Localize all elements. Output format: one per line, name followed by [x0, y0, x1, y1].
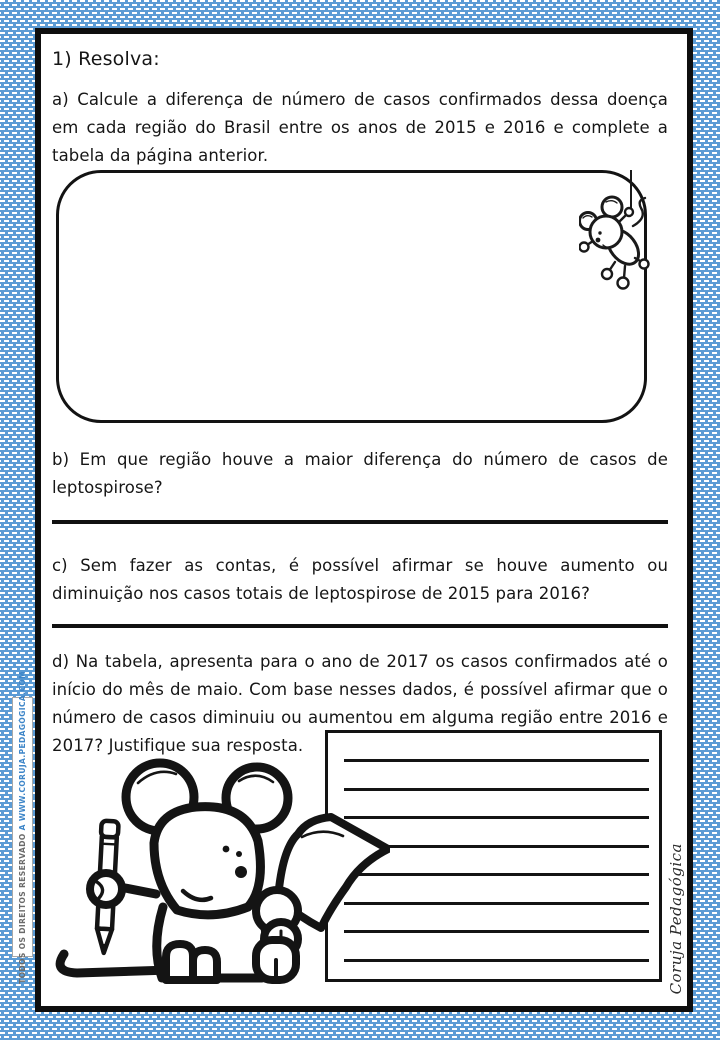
copyright-text	[18, 671, 27, 984]
answer-line-c	[52, 624, 668, 628]
copyright-strip	[12, 670, 33, 984]
worksheet-page	[35, 28, 693, 1012]
question-a-text: a) Calcule a diferença de número de casos confirmados dessa doença em cada região do Brasil entre os anos de 2015 e 2016 e complete a tabela da página anterior.	[52, 90, 668, 165]
writing-mouse-illustration	[50, 741, 390, 991]
coruja-pedagogica-logo: Coruja Pedagógica	[667, 842, 685, 994]
page-title: 1) Resolva:	[52, 48, 160, 70]
hanging-mouse-illustration	[579, 170, 651, 298]
question-b-text: b) Em que região houve a maior diferença do número de casos de leptospirose?	[52, 450, 668, 497]
copyright-text-blue: A WWW.CORUJA.PEDAGÓGICA.COM	[18, 670, 27, 830]
work-area-box	[56, 170, 647, 423]
copyright-text-gray: TODOS OS DIREITOS RESERVADO	[18, 829, 27, 984]
question-c-text: c) Sem fazer as contas, é possível afirmar se houve aumento ou diminuição nos casos totais de leptospirose de 2015 para 2016?	[52, 556, 668, 603]
answer-line-b	[52, 520, 668, 524]
question-d-text: d) Na tabela, apresenta para o ano de 2017 os casos confirmados até o início do mês de maio. Com base nesses dados, é possível afirmar que o número de casos diminuiu ou aumentou em alguma região entre 2016 e 2017? Justifique sua resposta.	[52, 652, 668, 755]
